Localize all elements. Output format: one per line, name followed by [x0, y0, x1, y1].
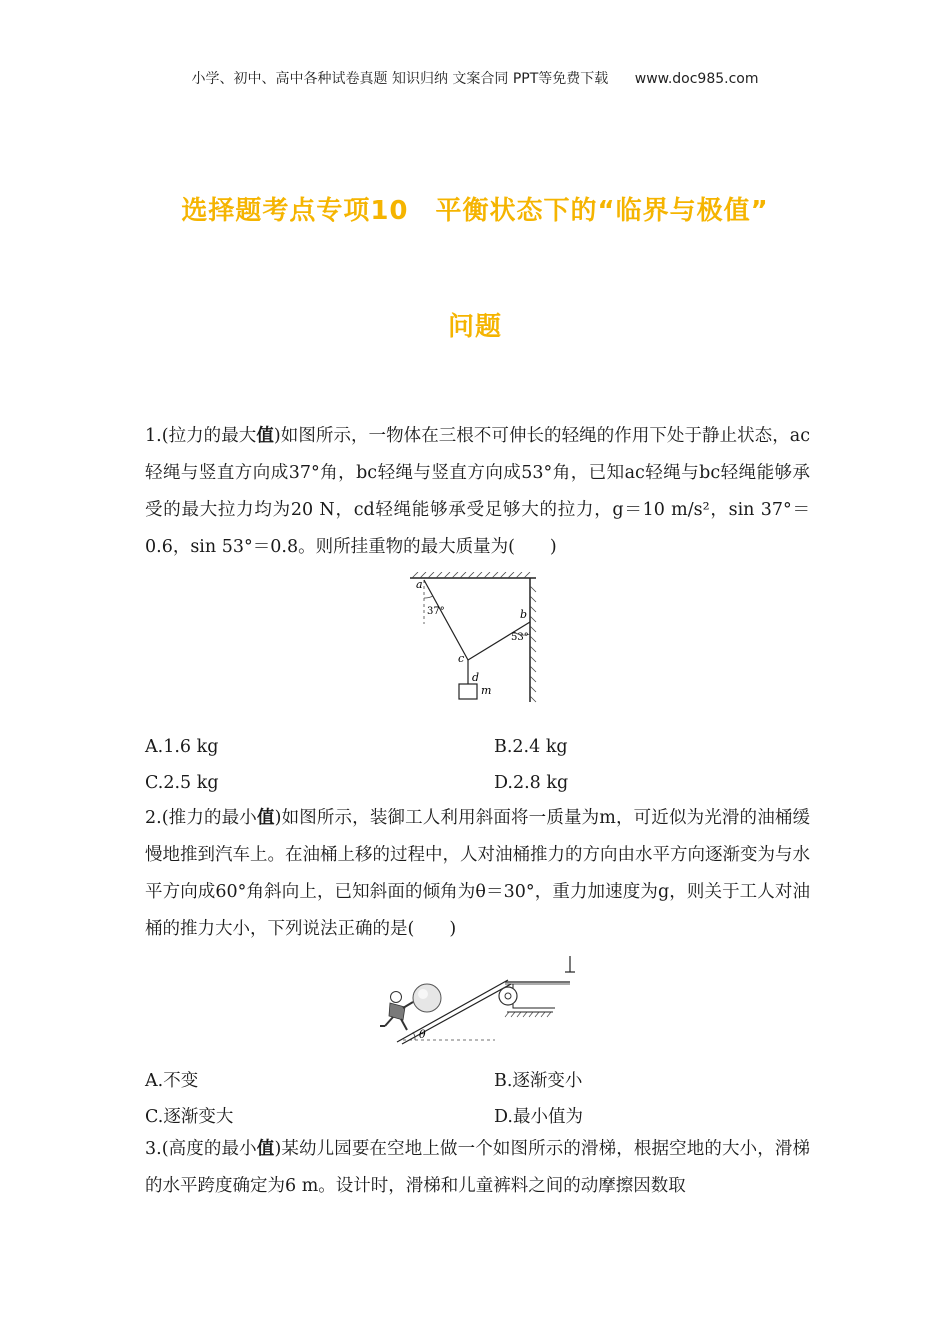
- question-2: [145, 800, 810, 948]
- q2-option-b[interactable]: B.逐渐变小: [494, 1071, 583, 1091]
- header-text: 小学、初中、高中各种试卷真题 知识归纳 文案合同 PPT等免费下载: [191, 71, 609, 87]
- q2-option-a[interactable]: A.不变: [145, 1071, 199, 1091]
- question-tag-close: ): [273, 426, 281, 446]
- question-number: 1.: [145, 426, 162, 446]
- figure-oil-drum-incline: [375, 952, 580, 1047]
- page-title-line2: 问题: [447, 312, 502, 342]
- question-number: 3.: [145, 1139, 162, 1159]
- question-tag-bold: 值: [256, 808, 275, 828]
- question-tag-close: ): [274, 808, 282, 828]
- page-header: [0, 68, 950, 88]
- question-text: 某幼儿园要在空地上做一个如图所示的滑梯，根据空地的大小，滑梯的水平跨度确定为6 m。设计时，滑梯和儿童裤料之间的动摩擦因数取: [145, 1139, 811, 1196]
- q2-option-d[interactable]: D.最小值为: [494, 1107, 583, 1127]
- label-m: m: [481, 684, 492, 697]
- page-title-line1: 选择题考点专项10 平衡状态下的“临界与极值”: [181, 196, 769, 226]
- q2-option-c[interactable]: C.逐渐变大: [145, 1107, 234, 1127]
- q1-option-a[interactable]: A.1.6 kg: [145, 737, 219, 757]
- question-text: 如图所示，一物体在三根不可伸长的轻绳的作用下处于静止状态，ac轻绳与竖直方向成37°角，bc轻绳与竖直方向成53°角，已知ac轻绳与bc轻绳能够承受的最大拉力均为20 N，cd轻绳能够承受足够大的拉力，g＝10 m/s²，sin 37°＝0.6，sin 53°＝0.8。则所挂重物的最大质量为( ): [145, 426, 811, 557]
- q1-option-c[interactable]: C.2.5 kg: [145, 773, 219, 793]
- question-tag-close: ): [274, 1139, 282, 1159]
- label-b: b: [520, 608, 528, 621]
- header-site-link[interactable]: www.doc985.com: [634, 71, 759, 87]
- angle-label-b: 53°: [511, 632, 529, 643]
- question-tag-bold: 值: [256, 426, 274, 446]
- question-tag-open: (高度的最小: [161, 1139, 257, 1159]
- question-1: [145, 418, 810, 566]
- question-tag-open: (拉力的最大: [161, 426, 257, 446]
- question-3: [145, 1131, 810, 1205]
- q1-option-b[interactable]: B.2.4 kg: [494, 737, 568, 757]
- label-theta: θ: [419, 1028, 426, 1041]
- question-tag-bold: 值: [256, 1139, 275, 1159]
- figure-rope-tension: [400, 572, 550, 707]
- question-number: 2.: [145, 808, 162, 828]
- question-tag-open: (推力的最小: [161, 808, 257, 828]
- label-c: c: [458, 652, 465, 665]
- q1-option-d[interactable]: D.2.8 kg: [494, 773, 569, 793]
- label-a: a: [416, 578, 423, 591]
- label-d: d: [472, 671, 480, 684]
- question-text: 如图所示，装御工人利用斜面将一质量为m，可近似为光滑的油桶缓慢地推到汽车上。在油桶上移的过程中，人对油桶推力的方向由水平方向逐渐变为与水平方向成60°角斜向上，已知斜面的倾角为θ＝30°，重力加速度为g，则关于工人对油桶的推力大小，下列说法正确的是( ): [145, 808, 811, 939]
- angle-label-a: 37°: [427, 606, 445, 617]
